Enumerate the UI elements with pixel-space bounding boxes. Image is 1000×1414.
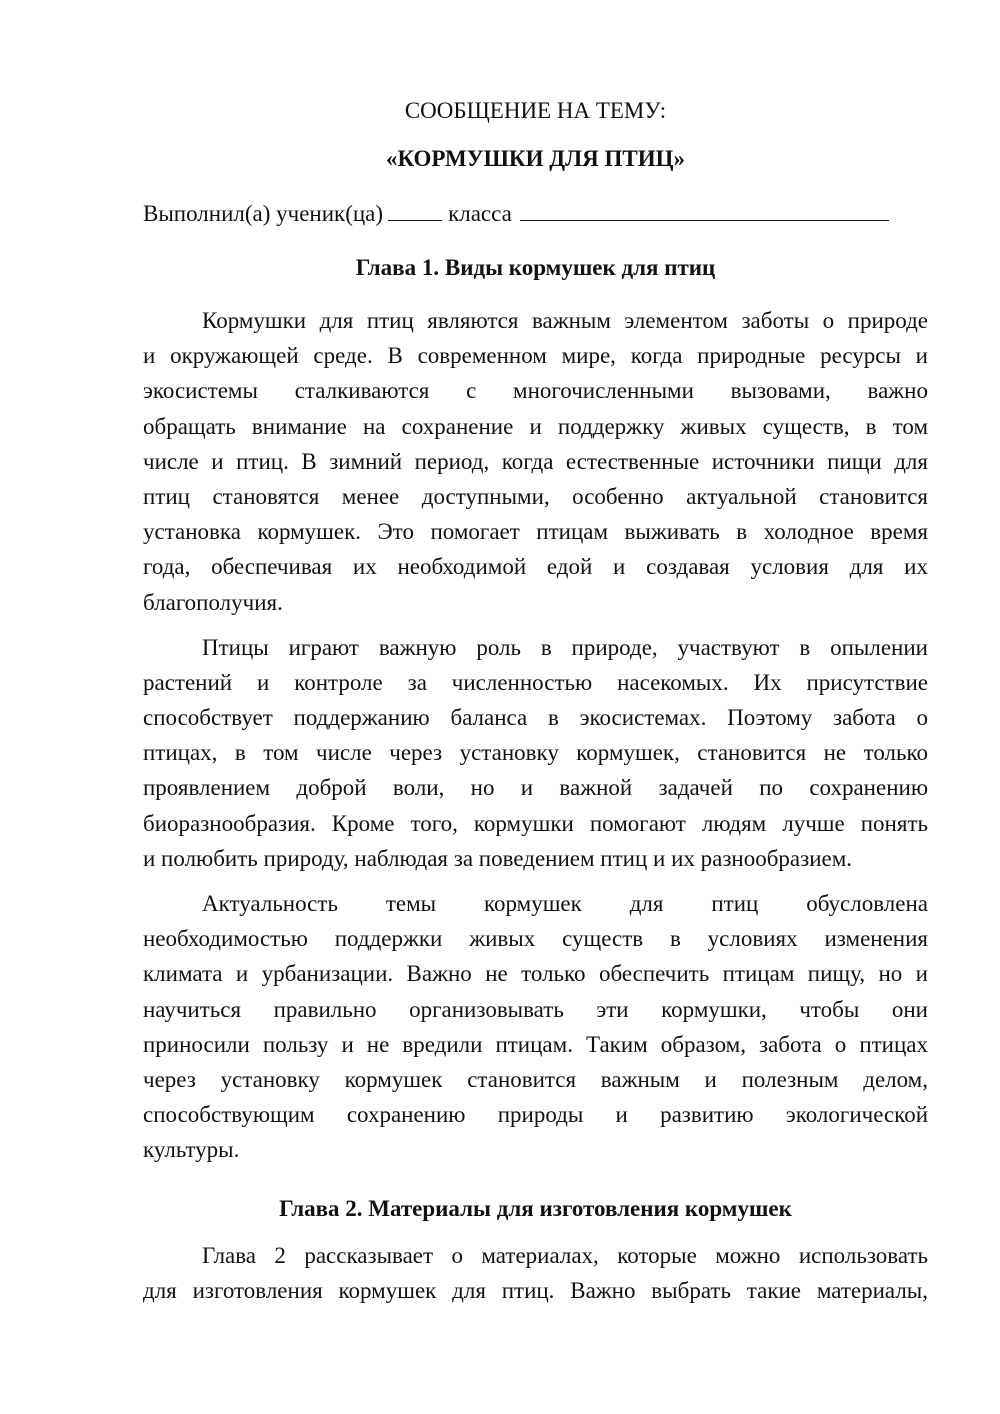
text-line: приносили пользу и не вредили птицам. Таким образом, забота о птицах [143, 1031, 928, 1057]
text-line: растений и контроле за численностью насекомых. Их присутствие [143, 669, 928, 695]
text-line: и окружающей среде. В современном мире, когда природные ресурсы и [143, 343, 928, 369]
text-line: установка кормушек. Это помогает птицам выживать в холодное время [143, 519, 928, 545]
text-line: обращать внимание на сохранение и поддержку живых существ, в том [143, 413, 928, 439]
text-line: благополучия. [143, 589, 283, 615]
text-line: биоразнообразия. Кроме того, кормушки помогают людям лучше понять [143, 810, 928, 836]
text-line: числе и птиц. В зимний период, когда естественные источники пищи для [143, 448, 928, 474]
byline-student-label: Выполнил(а) ученик(ца) [143, 201, 384, 226]
text-line: климата и урбанизации. Важно не только обеспечить птицам пищу, но и [143, 961, 928, 987]
class-blank-line [520, 200, 889, 221]
report-topic-title: «КОРМУШКИ ДЛЯ ПТИЦ» [385, 146, 686, 171]
text-line: необходимостью поддержки живых существ в условиях изменения [143, 926, 928, 952]
byline [143, 199, 928, 229]
text-line: Глава 2 рассказывает о материалах, которые можно использовать [202, 1242, 928, 1268]
report-title-label: СООБЩЕНИЕ НА ТЕМУ: [404, 98, 667, 123]
chapter-1-paragraph-2 [143, 630, 928, 876]
text-line: научиться правильно организовывать эти кормушки, чтобы они [143, 996, 928, 1022]
chapter-1-paragraph-3 [143, 886, 928, 1168]
text-line: Птицы играют важную роль в природе, участвуют в опылении [202, 634, 928, 660]
text-line: проявлением доброй воли, но и важной задачей по сохранению [143, 775, 928, 801]
text-line: культуры. [143, 1137, 240, 1163]
text-line: Актуальность темы кормушек для птиц обусловлена [202, 891, 928, 916]
chapter-2-paragraph-1 [143, 1238, 928, 1308]
text-line: через установку кормушек становится важным и полезным делом, [143, 1066, 928, 1092]
text-line: экосистемы сталкиваются с многочисленными вызовами, важно [143, 378, 928, 404]
text-line: способствующим сохранению природы и развитию экологической [143, 1102, 928, 1128]
chapter-2-heading: Глава 2. Материалы для изготовления кормушек [279, 1195, 792, 1221]
byline-class-label: класса [448, 201, 512, 226]
grade-blank-line [388, 200, 442, 221]
text-line: птицах, в том числе через установку кормушек, становится не только [143, 740, 928, 766]
chapter-1-paragraph-1 [143, 303, 928, 620]
chapter-1-heading: Глава 1. Виды кормушек для птиц [355, 255, 716, 280]
text-line: для изготовления кормушек для птиц. Важно выбрать такие материалы, [143, 1277, 928, 1303]
text-line: способствует поддержанию баланса в экосистемах. Поэтому забота о [143, 705, 928, 731]
text-line: года, обеспечивая их необходимой едой и создавая условия для их [143, 554, 928, 580]
text-line: Кормушки для птиц являются важным элементом заботы о природе [202, 308, 928, 333]
text-line: и полюбить природу, наблюдая за поведением птиц и их разнообразием. [143, 845, 853, 871]
document-content [143, 96, 928, 1308]
text-line: птиц становятся менее доступными, особенно актуальной становится [143, 483, 928, 509]
